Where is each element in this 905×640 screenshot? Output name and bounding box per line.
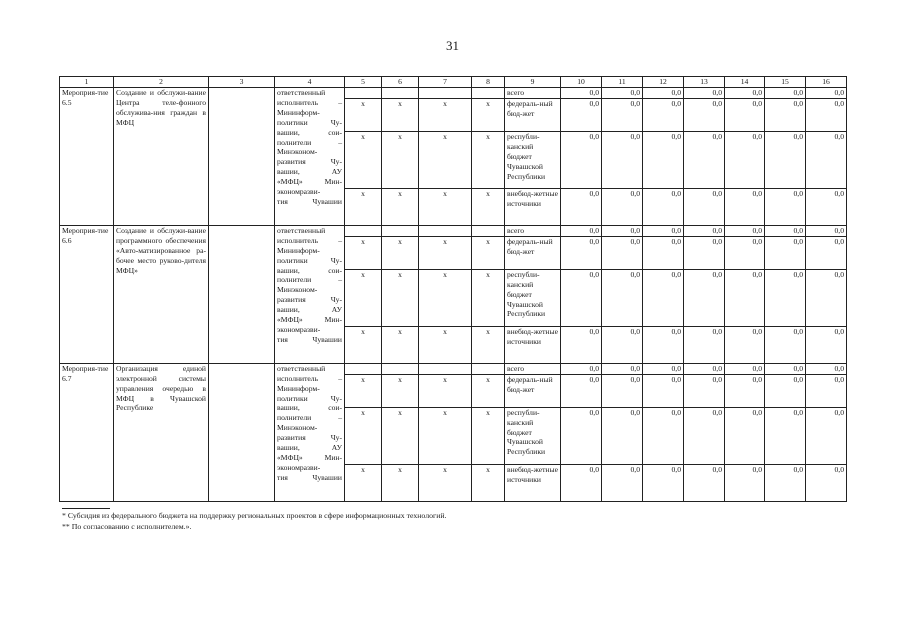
responsible-line: исполнитель – <box>277 97 342 107</box>
responsible-line: ответственный <box>277 225 326 235</box>
responsible-line: «МФЦ» Мин- <box>277 177 342 187</box>
code-mark <box>472 225 505 236</box>
code-mark: x <box>472 188 505 225</box>
amount-value: 0,0 <box>765 269 806 326</box>
amount-value: 0,0 <box>684 188 725 225</box>
responsible-line: развития Чу- <box>277 295 342 305</box>
table-row <box>60 363 847 374</box>
code-mark: x <box>419 236 472 269</box>
code-mark <box>382 88 419 99</box>
funding-source: всего <box>505 363 561 374</box>
code-mark: x <box>472 131 505 188</box>
header-cell: 6 <box>382 77 419 88</box>
footnotes <box>62 508 447 532</box>
responsible-line: вашии, АУ <box>277 167 342 177</box>
amount-value: 0,0 <box>806 464 847 501</box>
code-mark: x <box>472 374 505 407</box>
code-mark <box>382 363 419 374</box>
code-mark: x <box>345 236 382 269</box>
amount-value: 0,0 <box>684 269 725 326</box>
amount-value: 0,0 <box>643 407 684 464</box>
amount-value: 0,0 <box>725 88 765 99</box>
amount-value: 0,0 <box>643 98 684 131</box>
responsible-line: экономразви- <box>277 324 321 334</box>
code-mark: x <box>382 98 419 131</box>
amount-value: 0,0 <box>806 374 847 407</box>
funding-source: всего <box>505 88 561 99</box>
event-name: Организация единой электронной системы управления очередью в МФЦ в Чувашской Республике <box>114 363 209 501</box>
amount-value: 0,0 <box>561 363 602 374</box>
amount-value: 0,0 <box>765 88 806 99</box>
event-number: Мероприя-тие 6.5 <box>60 88 114 226</box>
amount-value: 0,0 <box>561 464 602 501</box>
footnote-agreement: ** По согласованию с исполнителем.». <box>62 521 192 531</box>
amount-value: 0,0 <box>602 225 643 236</box>
amount-value: 0,0 <box>725 188 765 225</box>
amount-value: 0,0 <box>561 236 602 269</box>
code-mark: x <box>419 374 472 407</box>
header-cell: 8 <box>472 77 505 88</box>
header-cell: 12 <box>643 77 684 88</box>
responsible-line: вашии, АУ <box>277 305 342 315</box>
code-mark <box>472 363 505 374</box>
amount-value: 0,0 <box>602 269 643 326</box>
amount-value: 0,0 <box>684 363 725 374</box>
code-mark: x <box>382 269 419 326</box>
responsible-line: развития Чу- <box>277 433 342 443</box>
event-name: Создание и обслужи-вание программного обеспечения «Авто-матизированное ра-бочее место руково-дителя МФЦ» <box>114 225 209 363</box>
amount-value: 0,0 <box>725 374 765 407</box>
funding-source: республи-канский бюджет Чувашской Республики <box>505 131 561 188</box>
code-mark: x <box>345 374 382 407</box>
amount-value: 0,0 <box>602 374 643 407</box>
amount-value: 0,0 <box>725 363 765 374</box>
amount-value: 0,0 <box>561 374 602 407</box>
table-row <box>60 225 847 236</box>
responsible-line: исполнитель – <box>277 373 342 383</box>
empty-cell <box>209 363 275 501</box>
responsible-line: политики Чу- <box>277 117 342 127</box>
code-mark: x <box>472 98 505 131</box>
code-mark: x <box>382 407 419 464</box>
amount-value: 0,0 <box>643 225 684 236</box>
responsible-line: Мининформ- <box>277 245 320 255</box>
amount-value: 0,0 <box>806 88 847 99</box>
amount-value: 0,0 <box>765 464 806 501</box>
header-cell: 14 <box>725 77 765 88</box>
code-mark: x <box>382 236 419 269</box>
header-cell: 2 <box>114 77 209 88</box>
header-cell: 11 <box>602 77 643 88</box>
header-cell: 10 <box>561 77 602 88</box>
amount-value: 0,0 <box>561 407 602 464</box>
amount-value: 0,0 <box>602 98 643 131</box>
code-mark: x <box>472 326 505 363</box>
code-mark <box>345 225 382 236</box>
footnote-divider <box>62 508 110 509</box>
responsible-line: вашии, сои- <box>277 403 342 413</box>
amount-value: 0,0 <box>643 188 684 225</box>
responsible-executors <box>275 88 345 226</box>
header-cell: 13 <box>684 77 725 88</box>
amount-value: 0,0 <box>643 326 684 363</box>
amount-value: 0,0 <box>725 269 765 326</box>
code-mark: x <box>345 188 382 225</box>
amount-value: 0,0 <box>684 407 725 464</box>
code-mark: x <box>419 326 472 363</box>
amount-value: 0,0 <box>765 188 806 225</box>
responsible-line: тия Чувашии <box>277 472 342 482</box>
amount-value: 0,0 <box>643 269 684 326</box>
responsible-line: развития Чу- <box>277 157 342 167</box>
funding-source: федераль-ный бюд-жет <box>505 98 561 131</box>
code-mark: x <box>472 464 505 501</box>
responsible-executors <box>275 225 345 363</box>
event-name: Создание и обслужи-вание Центра теле-фонного обслужива-ния граждан в МФЦ <box>114 88 209 226</box>
amount-value: 0,0 <box>765 374 806 407</box>
amount-value: 0,0 <box>602 326 643 363</box>
code-mark <box>472 88 505 99</box>
amount-value: 0,0 <box>725 464 765 501</box>
responsible-line: «МФЦ» Мин- <box>277 315 342 325</box>
amount-value: 0,0 <box>602 88 643 99</box>
amount-value: 0,0 <box>684 326 725 363</box>
header-cell: 15 <box>765 77 806 88</box>
code-mark <box>345 88 382 99</box>
code-mark: x <box>382 374 419 407</box>
responsible-line: полнители – <box>277 275 342 285</box>
funding-source: внебюд-жетные источники <box>505 326 561 363</box>
responsible-line: Мининформ- <box>277 383 320 393</box>
funding-source: внебюд-жетные источники <box>505 464 561 501</box>
code-mark <box>419 88 472 99</box>
amount-value: 0,0 <box>643 363 684 374</box>
responsible-line: политики Чу- <box>277 255 342 265</box>
header-cell: 3 <box>209 77 275 88</box>
code-mark <box>345 363 382 374</box>
code-mark: x <box>345 407 382 464</box>
page-number: 31 <box>446 38 459 53</box>
amount-value: 0,0 <box>806 225 847 236</box>
funding-source: республи-канский бюджет Чувашской Республики <box>505 407 561 464</box>
amount-value: 0,0 <box>602 464 643 501</box>
empty-cell <box>209 88 275 226</box>
code-mark: x <box>382 326 419 363</box>
code-mark: x <box>382 131 419 188</box>
responsible-line: «МФЦ» Мин- <box>277 452 342 462</box>
code-mark: x <box>345 131 382 188</box>
amount-value: 0,0 <box>684 236 725 269</box>
code-mark: x <box>419 188 472 225</box>
code-mark: x <box>382 464 419 501</box>
responsible-line: ответственный <box>277 363 326 373</box>
code-mark: x <box>345 98 382 131</box>
amount-value: 0,0 <box>561 269 602 326</box>
amount-value: 0,0 <box>643 464 684 501</box>
code-mark: x <box>345 269 382 326</box>
header-cell: 9 <box>505 77 561 88</box>
responsible-line: Мининформ- <box>277 107 320 117</box>
code-mark: x <box>345 326 382 363</box>
amount-value: 0,0 <box>561 326 602 363</box>
empty-cell <box>209 225 275 363</box>
code-mark: x <box>419 98 472 131</box>
amount-value: 0,0 <box>765 407 806 464</box>
amount-value: 0,0 <box>684 464 725 501</box>
amount-value: 0,0 <box>725 236 765 269</box>
header-cell: 16 <box>806 77 847 88</box>
code-mark <box>382 225 419 236</box>
responsible-line: Минэконом- <box>277 423 318 433</box>
funding-source: внебюд-жетные источники <box>505 188 561 225</box>
funding-source: федераль-ный бюд-жет <box>505 236 561 269</box>
amount-value: 0,0 <box>684 131 725 188</box>
amount-value: 0,0 <box>643 131 684 188</box>
responsible-line: Минэконом- <box>277 147 318 157</box>
code-mark <box>419 363 472 374</box>
funding-source: республи-канский бюджет Чувашской Республики <box>505 269 561 326</box>
footnote-subsidy: * Субсидия из федерального бюджета на поддержку региональных проектов в сфере информационных технологий. <box>62 511 447 520</box>
amount-value: 0,0 <box>725 131 765 188</box>
amount-value: 0,0 <box>602 407 643 464</box>
amount-value: 0,0 <box>806 98 847 131</box>
amount-value: 0,0 <box>602 236 643 269</box>
responsible-line: экономразви- <box>277 187 321 197</box>
header-row <box>60 77 847 88</box>
amount-value: 0,0 <box>765 131 806 188</box>
amount-value: 0,0 <box>684 225 725 236</box>
amount-value: 0,0 <box>725 98 765 131</box>
code-mark: x <box>472 407 505 464</box>
amount-value: 0,0 <box>561 98 602 131</box>
responsible-line: тия Чувашии <box>277 196 342 206</box>
amount-value: 0,0 <box>765 225 806 236</box>
amount-value: 0,0 <box>806 363 847 374</box>
amount-value: 0,0 <box>684 374 725 407</box>
amount-value: 0,0 <box>684 98 725 131</box>
responsible-line: вашии, сои- <box>277 127 342 137</box>
amount-value: 0,0 <box>643 374 684 407</box>
code-mark: x <box>419 407 472 464</box>
funding-source: федераль-ный бюд-жет <box>505 374 561 407</box>
code-mark: x <box>345 464 382 501</box>
amount-value: 0,0 <box>765 326 806 363</box>
amount-value: 0,0 <box>725 326 765 363</box>
amount-value: 0,0 <box>684 88 725 99</box>
responsible-line: экономразви- <box>277 462 321 472</box>
amount-value: 0,0 <box>725 225 765 236</box>
amount-value: 0,0 <box>643 236 684 269</box>
amount-value: 0,0 <box>806 188 847 225</box>
amount-value: 0,0 <box>765 236 806 269</box>
amount-value: 0,0 <box>806 407 847 464</box>
header-cell: 7 <box>419 77 472 88</box>
amount-value: 0,0 <box>725 407 765 464</box>
amount-value: 0,0 <box>561 188 602 225</box>
code-mark: x <box>419 464 472 501</box>
code-mark <box>419 225 472 236</box>
table-row <box>60 88 847 99</box>
amount-value: 0,0 <box>602 188 643 225</box>
amount-value: 0,0 <box>602 131 643 188</box>
responsible-line: Минэконом- <box>277 285 318 295</box>
header-cell: 5 <box>345 77 382 88</box>
responsible-line: вашии, АУ <box>277 443 342 453</box>
amount-value: 0,0 <box>602 363 643 374</box>
code-mark: x <box>382 188 419 225</box>
code-mark: x <box>472 236 505 269</box>
amount-value: 0,0 <box>806 131 847 188</box>
amount-value: 0,0 <box>806 236 847 269</box>
amount-value: 0,0 <box>561 131 602 188</box>
amount-value: 0,0 <box>765 363 806 374</box>
event-number: Мероприя-тие 6.6 <box>60 225 114 363</box>
responsible-line: ответственный <box>277 88 326 97</box>
responsible-line: полнители – <box>277 137 342 147</box>
amount-value: 0,0 <box>806 269 847 326</box>
responsible-line: тия Чувашии <box>277 334 342 344</box>
amount-value: 0,0 <box>765 98 806 131</box>
amount-value: 0,0 <box>643 88 684 99</box>
amount-value: 0,0 <box>561 225 602 236</box>
funding-source: всего <box>505 225 561 236</box>
responsible-line: политики Чу- <box>277 393 342 403</box>
event-number: Мероприя-тие 6.7 <box>60 363 114 501</box>
header-cell: 4 <box>275 77 345 88</box>
code-mark: x <box>419 269 472 326</box>
responsible-executors <box>275 363 345 501</box>
code-mark: x <box>472 269 505 326</box>
responsible-line: исполнитель – <box>277 235 342 245</box>
responsible-line: полнители – <box>277 413 342 423</box>
program-events-table <box>59 76 847 502</box>
header-cell: 1 <box>60 77 114 88</box>
amount-value: 0,0 <box>561 88 602 99</box>
code-mark: x <box>419 131 472 188</box>
amount-value: 0,0 <box>806 326 847 363</box>
responsible-line: вашии, сои- <box>277 265 342 275</box>
